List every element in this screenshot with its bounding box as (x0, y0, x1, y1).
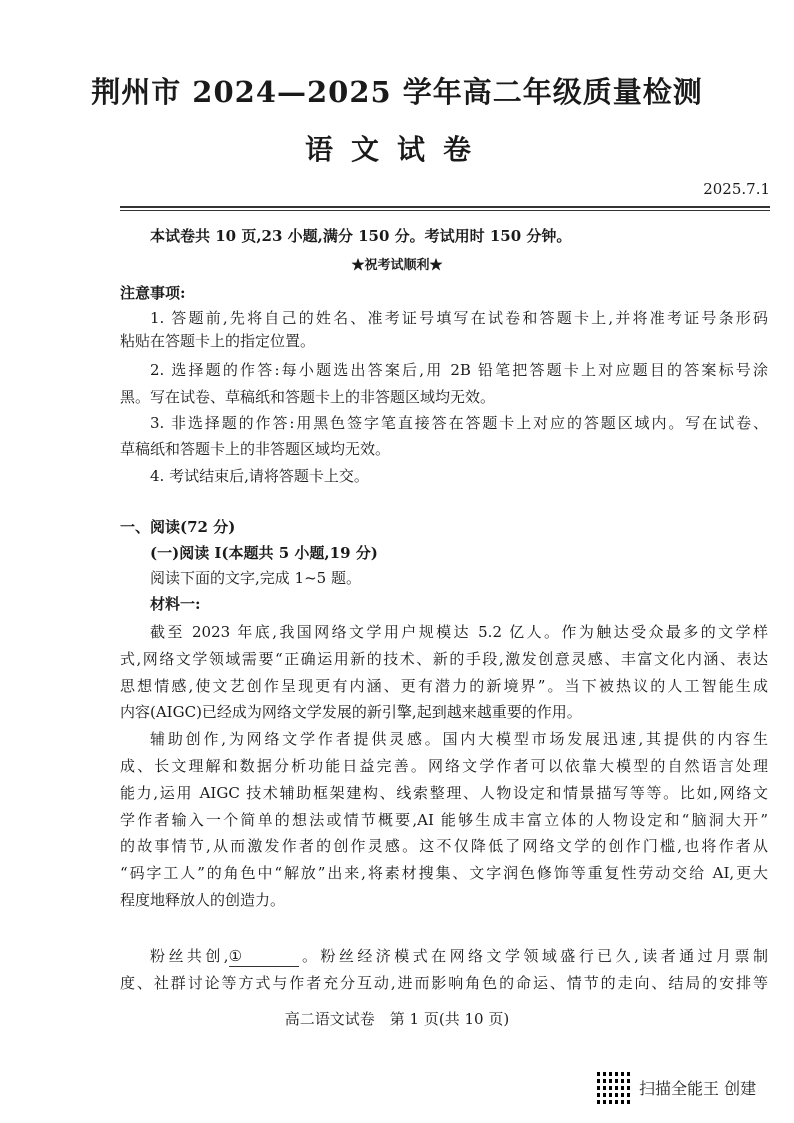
passage-line: 的故事情节,从而激发作者的创作灵感。这不仅降低了网络文学的创作门槛,也将作者从 (120, 837, 768, 856)
notice-item: 4. 考试结束后,请将答题卡上交。 (150, 467, 369, 485)
notice-item: 粘贴在答题卡上的指定位置。 (120, 332, 316, 350)
passage-line: 成、长文理解和数据分析功能日益完善。网络文学作者可以依靠大模型的自然语言处理 (120, 757, 768, 775)
exam-subject: 语文试卷 (304, 133, 489, 166)
passage-line: 截至 2023 年底,我国网络文学用户规模达 5.2 亿人。作为触达受众最多的文学样 (150, 623, 768, 641)
header-rule (120, 206, 770, 208)
passage-line-blank (150, 946, 768, 967)
passage-line: 程度地释放人的创造力。 (120, 891, 286, 909)
para-suffix: 。粉丝经济模式在网络文学领域盛行已久,读者通过月票制 (298, 947, 768, 965)
para-prefix: 粉丝共创, (150, 947, 229, 965)
notice-item: 黑。写在试卷、草稿纸和答题卡上的非答题区域均无效。 (120, 388, 496, 406)
notice-item: 2. 选择题的作答:每小题选出答案后,用 2B 铅笔把答题卡上对应题目的答案标号涂 (150, 361, 768, 379)
notice-item: 3. 非选择题的作答:用黑色签字笔直接答在答题卡上对应的答题区域内。写在试卷、 (150, 414, 768, 432)
header-rule-thin (120, 210, 770, 211)
instruction: 阅读下面的文字,完成 1~5 题。 (150, 569, 361, 587)
notice-item: 草稿纸和答题卡上的非答题区域均无效。 (120, 440, 391, 458)
exam-date: 2025.7.1 (703, 180, 770, 198)
passage-line: 辅助创作,为网络文学作者提供灵感。国内大模型市场发展迅速,其提供的内容生 (150, 730, 768, 749)
section-heading: 一、阅读(72 分) (120, 518, 236, 536)
passage-line: 能力,运用 AIGC 技术辅助框架建构、线索整理、人物设定和情景描写等等。比如,网络文 (120, 783, 768, 802)
notice-item: 1. 答题前,先将自己的姓名、准考证号填写在试卷和答题卡上,并将准考证号条形码 (150, 309, 768, 327)
passage-line: 度、社群讨论等方式与作者充分互动,进而影响角色的命运、情节的走向、结局的安排等 (120, 974, 768, 992)
exam-title: 荆州市 2024—2025 学年高二年级质量检测 (91, 75, 703, 109)
fill-blank: ① (229, 946, 299, 967)
passage-line: 思想情感,使文艺创作呈现更有内涵、更有潜力的新境界”。当下被热议的人工智能生成 (120, 676, 768, 695)
passage-line: 学作者输入一个简单的想法或情节概要,AI 能够生成丰富立体的人物设定和“脑洞大开” (120, 810, 768, 829)
intro-text: 本试卷共 10 页,23 小题,满分 150 分。考试用时 150 分钟。 (150, 227, 572, 245)
qr-code-icon (597, 1070, 631, 1104)
notice-heading: 注意事项: (120, 284, 186, 302)
wish-text: ★祝考试顺利★ (351, 258, 443, 273)
watermark-text: 扫描全能王 创建 (639, 1078, 757, 1098)
subsection-heading: (一)阅读 I(本题共 5 小题,19 分) (150, 544, 378, 562)
material-label: 材料一: (150, 595, 201, 613)
passage-line: 内容(AIGC)已经成为网络文学发展的新引擎,起到越来越重要的作用。 (120, 703, 582, 722)
page-footer: 高二语文试卷 第 1 页(共 10 页) (284, 1010, 510, 1028)
passage-line: “码字工人”的角色中“解放”出来,将素材搜集、文字润色修饰等重复性劳动交给 AI,更大 (120, 864, 768, 883)
scanner-watermark (597, 1070, 756, 1104)
passage-line: 式,网络文学领域需要“正确运用新的技术、新的手段,激发创意灵感、丰富文化内涵、表达 (120, 649, 768, 668)
